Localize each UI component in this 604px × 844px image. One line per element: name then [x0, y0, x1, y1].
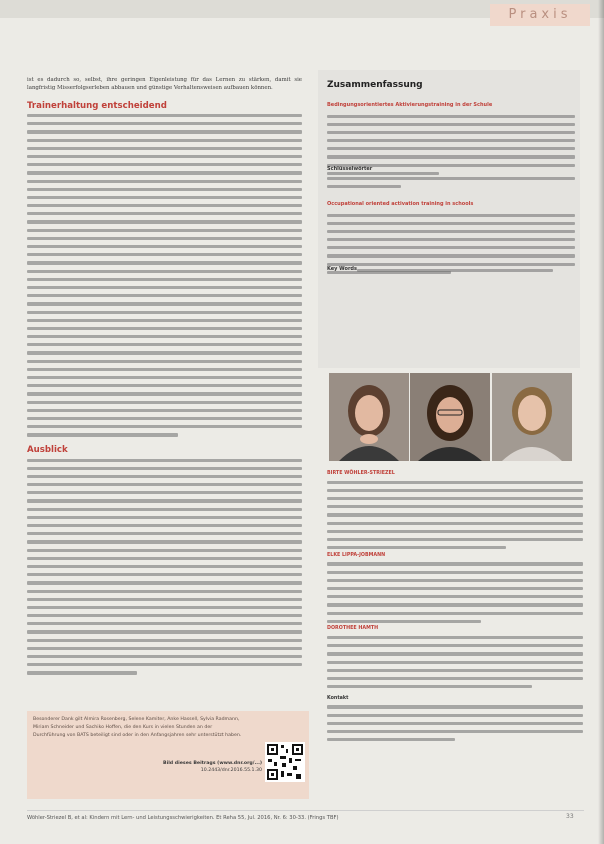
text-line	[27, 351, 302, 354]
text-line	[27, 549, 302, 552]
text-line	[27, 294, 302, 297]
text-line	[327, 705, 583, 708]
text-line	[327, 155, 575, 158]
text-line	[27, 639, 302, 642]
text-line	[27, 409, 302, 412]
text-line	[327, 513, 583, 516]
text-line	[327, 222, 575, 225]
text-line	[27, 483, 302, 486]
text-line	[27, 360, 302, 363]
text-line	[27, 237, 302, 240]
text-line	[327, 612, 583, 615]
text-line	[27, 286, 302, 289]
text-line	[27, 384, 302, 387]
text-line	[27, 368, 302, 371]
text-line	[327, 246, 575, 249]
text-line	[327, 669, 583, 672]
text-line	[27, 188, 302, 191]
summary-title: Zusammenfassung	[327, 80, 423, 90]
body-text-lines-2	[27, 456, 302, 677]
text-line	[327, 738, 455, 741]
text-line	[27, 147, 302, 150]
author-bios	[327, 470, 583, 744]
text-line	[27, 459, 302, 462]
text-line	[327, 714, 583, 717]
box-reference-doi: 10.2443/dnr.2016.55.1.30	[200, 768, 262, 773]
text-line	[27, 516, 302, 519]
left-column	[27, 76, 302, 677]
text-line	[327, 505, 583, 508]
text-line	[27, 524, 302, 527]
text-line	[327, 139, 575, 142]
summary-subtitle-en: Occupational oriented activation training in schools	[327, 201, 474, 207]
text-line	[27, 302, 302, 305]
text-line	[27, 573, 302, 576]
text-line	[27, 343, 302, 346]
keywords-de-label: Schlüsselwörter	[327, 166, 373, 172]
text-line	[27, 245, 302, 248]
text-line	[327, 177, 575, 180]
text-line	[327, 603, 583, 606]
text-line	[327, 497, 583, 500]
text-line	[27, 253, 302, 256]
text-line	[27, 647, 302, 650]
text-line	[327, 595, 583, 598]
section-tag: Praxis	[490, 4, 590, 26]
text-line	[327, 185, 401, 188]
acknowledgement-text: Besonderer Dank gilt Almira Rosenberg, Selene Kamiter, Anke Hassell, Sylvia Radmann, Miriam Schneider und Sachiko Hoffen, die den Kurs in vielen Stunden an der Durchführung von BATS beteiligt sind oder in den Anfangsjahren sehr unterstützt haben.	[33, 717, 242, 739]
author-2-name: ELKE LIPPA-JOBMANN	[327, 552, 386, 558]
text-line	[327, 230, 575, 233]
text-line	[27, 630, 302, 633]
text-line	[327, 123, 575, 126]
keywords-de-lines	[327, 174, 575, 190]
text-line	[27, 171, 302, 174]
text-line	[27, 475, 302, 478]
text-line	[27, 433, 178, 436]
text-line	[327, 730, 583, 733]
text-line	[27, 491, 302, 494]
text-line	[327, 722, 583, 725]
text-line	[27, 532, 302, 535]
text-line	[327, 538, 583, 541]
contact-lines	[327, 703, 583, 744]
text-line	[27, 319, 302, 322]
author-photo-3	[492, 373, 572, 461]
text-line	[327, 489, 583, 492]
text-line	[327, 131, 575, 134]
text-line	[27, 622, 302, 625]
text-line	[357, 269, 553, 272]
text-line	[27, 606, 302, 609]
text-line	[27, 499, 302, 502]
text-line	[27, 425, 302, 428]
keywords-en-lines	[357, 266, 575, 274]
body-text-lines	[27, 112, 302, 440]
qr-code[interactable]	[265, 742, 305, 782]
text-line	[27, 540, 302, 543]
text-line	[327, 147, 575, 150]
text-line	[327, 677, 583, 680]
text-line	[27, 376, 302, 379]
text-line	[27, 467, 302, 470]
text-line	[327, 661, 583, 664]
text-line	[327, 579, 583, 582]
text-line	[27, 590, 302, 593]
text-line	[27, 163, 302, 166]
text-line	[327, 214, 575, 217]
box-reference-title: Bild dieses Beitrags (www.dnr.org/...)	[163, 761, 262, 766]
text-line	[27, 180, 302, 183]
text-line	[27, 663, 302, 666]
text-line	[27, 655, 302, 658]
heading-ausblick: Ausblick	[27, 445, 68, 455]
text-line	[327, 685, 532, 688]
heading-trainer: Trainerhaltung entscheidend	[27, 100, 167, 111]
page-edge-shadow	[598, 0, 604, 844]
text-line	[27, 581, 302, 584]
footer-rule	[27, 810, 584, 811]
intro-paragraph: ist es dadurch so, selbst, ihre geringen Eigenleistung für das Lernen zu stärken, damit sie langfristig Misserfolgserleben abbauen und günstige Verhaltensweisen aufbauen können.	[27, 77, 302, 92]
keywords-en-label: Key Words	[327, 266, 357, 272]
text-line	[27, 401, 302, 404]
text-line	[327, 620, 481, 623]
text-line	[27, 565, 302, 568]
text-line	[27, 327, 302, 330]
footer-citation: Wöhler-Striezel B, et al: Kindern mit Lern- und Leistungsschwierigkeiten. Et Reha 55, Jul. 2016, Nr. 6: 30-33. (Frings TBF)	[27, 815, 339, 821]
text-line	[27, 508, 302, 511]
contact-label: Kontakt	[327, 695, 349, 701]
text-line	[27, 122, 302, 125]
author-photo-1	[329, 373, 409, 461]
text-line	[327, 115, 575, 118]
text-line	[327, 238, 575, 241]
text-line	[327, 571, 583, 574]
text-line	[327, 644, 583, 647]
text-line	[327, 481, 583, 484]
text-line	[27, 229, 302, 232]
author-3-name: DOROTHEE HAMTH	[327, 626, 379, 632]
text-line	[27, 114, 302, 117]
text-line	[27, 155, 302, 158]
text-line	[27, 417, 302, 420]
text-line	[27, 614, 302, 617]
author-1-bio	[327, 478, 583, 552]
text-line	[27, 212, 302, 215]
text-line	[27, 335, 302, 338]
text-line	[327, 522, 583, 525]
text-line	[327, 562, 583, 565]
text-line	[27, 204, 302, 207]
text-line	[327, 587, 583, 590]
author-3-bio	[327, 633, 583, 690]
text-line	[327, 254, 575, 257]
author-1-name: BIRTE WÖHLER-STRIEZEL	[327, 471, 395, 476]
text-line	[27, 557, 302, 560]
text-line	[27, 278, 302, 281]
text-line	[27, 139, 302, 142]
text-line	[27, 270, 302, 273]
author-2-bio	[327, 560, 583, 626]
text-line	[327, 652, 583, 655]
text-line	[27, 311, 302, 314]
text-line	[27, 130, 302, 133]
text-line	[327, 636, 583, 639]
text-line	[27, 196, 302, 199]
text-line	[327, 546, 506, 549]
text-line	[327, 530, 583, 533]
text-line	[27, 671, 137, 674]
text-line	[27, 598, 302, 601]
box-reference	[88, 760, 262, 774]
text-line	[27, 220, 302, 223]
page-number: 33	[566, 813, 574, 820]
text-line	[27, 392, 302, 395]
text-line	[27, 261, 302, 264]
author-photo-2	[410, 373, 490, 461]
summary-subtitle-de: Bedingungsorientiertes Aktivierungstraining in der Schule	[327, 102, 493, 108]
